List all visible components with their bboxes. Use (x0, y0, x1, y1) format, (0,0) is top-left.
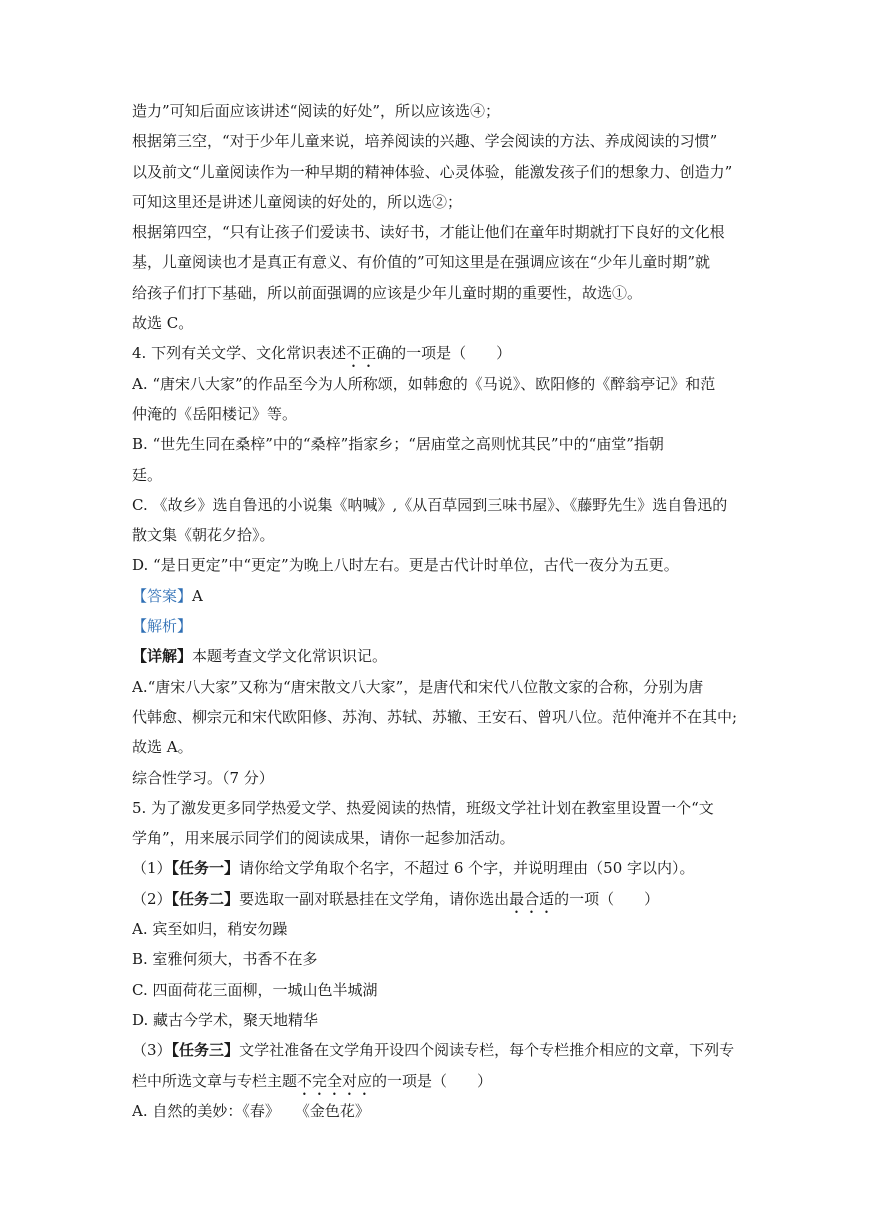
analysis-line (132, 611, 742, 641)
task-3-cont (132, 1066, 742, 1096)
task-number: （1） (132, 859, 172, 878)
emphasis-text: 最合适 (509, 889, 555, 908)
text-line: 根据第四空，“只有让孩子们爱读书、读好书，才能让他们在童年时期就打下良好的文化根 (132, 223, 725, 242)
question-4-stem (132, 338, 742, 368)
detail-tag: 【详解】 (132, 647, 193, 666)
task-1 (132, 853, 742, 883)
option-c-cont: 散文集《朝花夕拾》。 (132, 526, 275, 545)
text-line: 基，儿童阅读也才是真正有意义、有价值的”可知这里是在强调应该在“少年儿童时期”就 (132, 253, 711, 272)
emphasis-text: 不正 (346, 344, 377, 363)
task-text: 的一项（ ） (554, 889, 660, 908)
option-a: A. 宾至如归，稍安勿躁 (132, 920, 288, 939)
task-number: （2） (132, 889, 172, 908)
explanation-line: 代韩愈、柳宗元和宋代欧阳修、苏洵、苏轼、苏辙、王安石、曾巩八位。范仲淹并不在其中; (132, 707, 738, 726)
text-line: 故选 C。 (132, 314, 194, 333)
analysis-tag: 【解析】 (132, 617, 193, 636)
explanation-line: A.“唐宋八大家”又称为“唐宋散文八大家”，是唐代和宋代八位散文家的合称，分别为唐 (132, 677, 704, 696)
question-5-stem-cont: 学角”，用来展示同学们的阅读成果，请你一起参加活动。 (132, 829, 515, 848)
task-3 (132, 1035, 742, 1065)
answer-tag: 【答案】 (132, 586, 193, 605)
text-line: 根据第三空，“对于少年儿童来说，培养阅读的兴趣、学会阅读的方法、养成阅读的习惯” (132, 132, 718, 151)
option-c: C. 《故乡》选自鲁迅的小说集《呐喊》,《从百草园到三味书屋》、《藤野先生》选自鲁迅的 (132, 495, 728, 514)
explanation-line: 故选 A。 (132, 738, 193, 757)
document-page (132, 96, 742, 1126)
question-stem-text: 确的一项是（ ） (376, 344, 512, 363)
task-number: （3） (132, 1041, 172, 1060)
task-tag: 【任务三】 (171, 1041, 240, 1060)
option-b: B. “世先生同在桑梓”中的“桑梓”指家乡；“居庙堂之高则忧其民”中的“庙堂”指朝 (132, 435, 664, 454)
answer-value: A (192, 586, 203, 605)
question-stem-text: 4. 下列有关文学、文化常识表述 (132, 344, 347, 363)
option-d: D. “是日更定”中“更定”为晚上八时左右。更是古代计时单位，古代一夜分为五更。 (132, 556, 679, 575)
text-line: 给孩子们打下基础，所以前面强调的应该是少年儿童时期的重要性，故选①。 (132, 283, 643, 302)
detail-line (132, 641, 742, 671)
task-2 (132, 884, 742, 914)
emphasis-text: 不完全对应 (297, 1071, 373, 1090)
text-line: 以及前文“儿童阅读作为一种早期的精神体验、心灵体验，能激发孩子们的想象力、创造力” (132, 162, 733, 181)
option-b-cont: 廷。 (132, 465, 163, 484)
answer-line (132, 581, 742, 611)
option-c: C. 四面荷花三面柳，一城山色半城湖 (132, 980, 378, 999)
task-text: 栏中所选文章与专栏主题 (132, 1071, 298, 1090)
task-tag: 【任务二】 (171, 889, 240, 908)
option-a-cont: 仲淹的《岳阳楼记》等。 (132, 404, 298, 423)
text-line: 造力”可知后面应该讲述“阅读的好处”，所以应该选④； (132, 102, 501, 120)
detail-text: 本题考查文学文化常识识记。 (192, 647, 388, 666)
section-title: 综合性学习。（7 分） (132, 768, 274, 787)
text-line: 可知这里还是讲述儿童阅读的好处的，所以选②； (132, 192, 463, 211)
task-text: 要选取一副对联悬挂在文学角，请你选出 (239, 889, 510, 908)
option-d: D. 藏古今学术，聚天地精华 (132, 1010, 319, 1029)
task-text: 的一项是（ ） (372, 1071, 493, 1090)
task-text: 文学社准备在文学角开设四个阅读专栏，每个专栏推介相应的文章，下列专 (239, 1041, 735, 1060)
task-tag: 【任务一】 (171, 859, 240, 878)
option-a: A. 自然的美妙：《春》 《金色花》 (132, 1101, 370, 1120)
option-b: B. 室雅何须大，书香不在多 (132, 950, 318, 969)
task-text: 请你给文学角取个名字，不超过 6 个字，并说明理由（50 字以内）。 (239, 859, 695, 878)
question-5-stem: 5. 为了激发更多同学热爱文学、热爱阅读的热情，班级文学社计划在教室里设置一个“文 (132, 798, 714, 817)
option-a: A. “唐宋八大家”的作品至今为人所称颂，如韩愈的《马说》、欧阳修的《醉翁亭记》和范 (132, 374, 716, 393)
